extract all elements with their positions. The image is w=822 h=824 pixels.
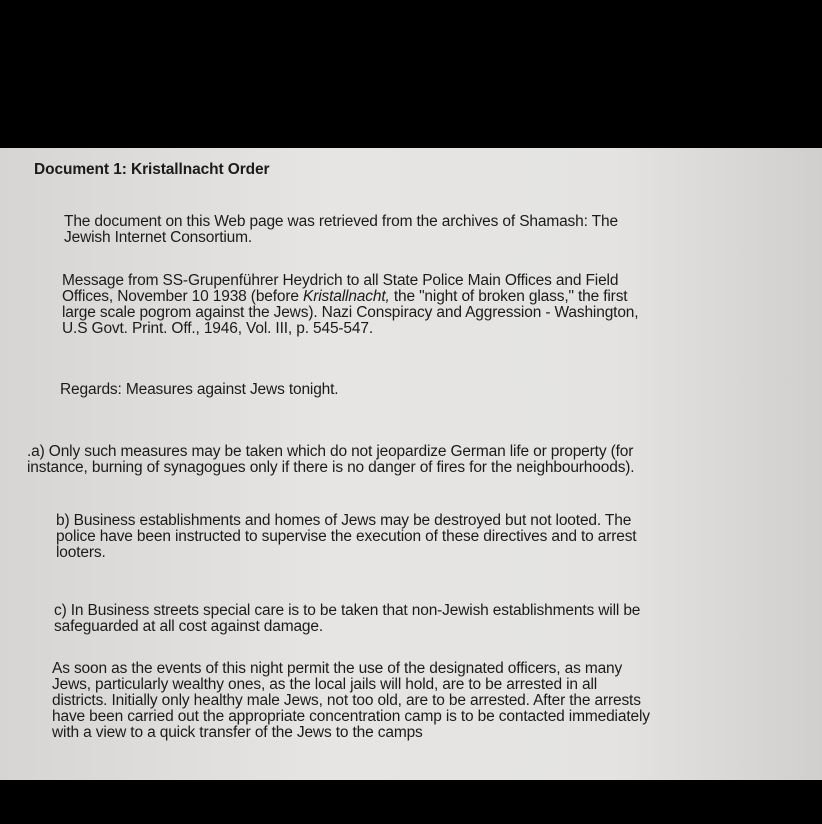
text-segment: Offices, November 10 1938 (before — [62, 288, 304, 305]
message-paragraph — [62, 273, 762, 337]
item-b-paragraph — [56, 513, 776, 561]
text-line: c) In Business streets special care is to be taken that non-Jewish establishments will be — [54, 602, 641, 619]
text-line: The document on this Web page was retrieved from the archives of Shamash: The — [64, 213, 618, 230]
text-line: Jewish Internet Consortium. — [64, 229, 253, 246]
text-line: instance, burning of synagogues only if there is no danger of fires for the neighbourhoods). — [27, 459, 635, 476]
text-line: Jews, particularly wealthy ones, as the local jails will hold, are to be arrested in all — [52, 676, 598, 693]
document-screen — [0, 148, 822, 780]
kristallnacht-italic: Kristallnacht, — [303, 288, 390, 305]
text-line: districts. Initially only healthy male Jews, not too old, are to be arrested. After the arrests — [52, 692, 641, 709]
text-segment: the "night of broken glass," the first — [389, 288, 628, 305]
text-line: b) Business establishments and homes of Jews may be destroyed but not looted. The — [56, 512, 632, 529]
text-line: As soon as the events of this night permit the use of the designated officers, as many — [52, 660, 623, 677]
document-title: Document 1: Kristallnacht Order — [34, 161, 270, 178]
text-line: large scale pogrom against the Jews). Nazi Conspiracy and Aggression - Washington, — [62, 304, 639, 321]
regards-line: Regards: Measures against Jews tonight. — [60, 381, 339, 398]
text-line: Message from SS-Grupenführer Heydrich to all State Police Main Offices and Field — [62, 272, 619, 289]
text-line: .a) Only such measures may be taken which do not jeopardize German life or property (for — [27, 443, 634, 460]
text-line: looters. — [56, 544, 106, 561]
source-paragraph — [64, 214, 744, 246]
text-line — [62, 289, 762, 305]
screen-bezel-bottom — [0, 780, 822, 824]
text-line: with a view to a quick transfer of the Jews to the camps — [52, 724, 423, 741]
text-line: U.S Govt. Print. Off., 1946, Vol. III, p. 545-547. — [62, 320, 373, 337]
text-line: police have been instructed to supervise the execution of these directives and to arrest — [56, 528, 637, 545]
item-c-paragraph — [54, 603, 774, 635]
arrests-paragraph — [52, 661, 782, 741]
text-line: have been carried out the appropriate concentration camp is to be contacted immediately — [52, 708, 650, 725]
item-a-paragraph — [27, 444, 777, 476]
text-line: safeguarded at all cost against damage. — [54, 618, 324, 635]
